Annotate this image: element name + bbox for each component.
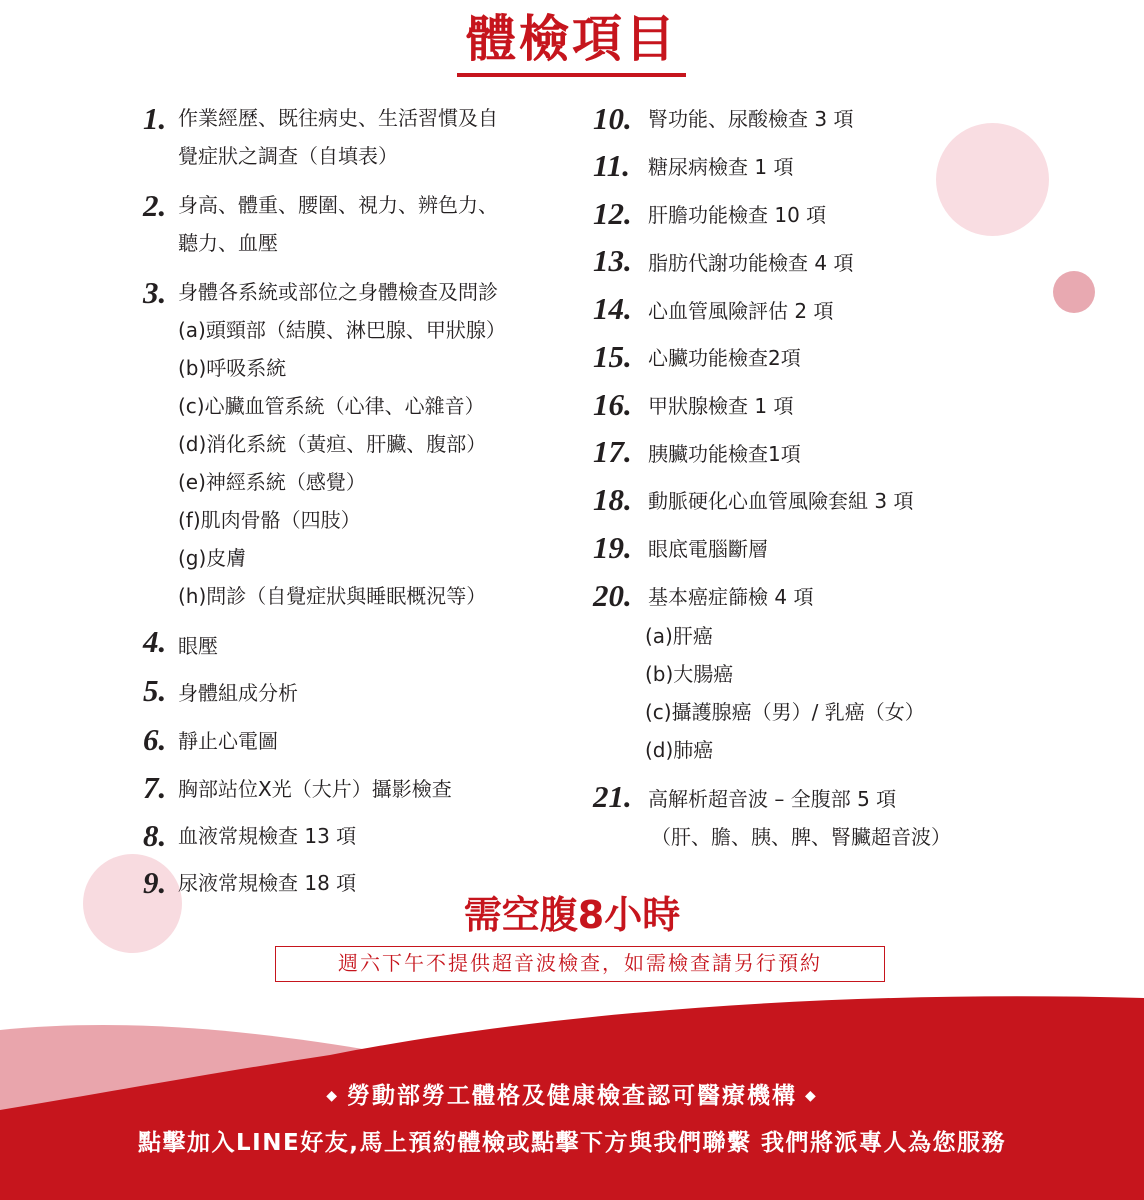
item-number: 18. — [593, 482, 632, 517]
item-number: 5. — [143, 673, 167, 708]
item-number: 19. — [593, 530, 632, 565]
diamond-icon: ◆ — [326, 1088, 339, 1104]
diamond-icon: ◆ — [805, 1088, 818, 1104]
sub-item-text: (b)呼吸系統 — [178, 356, 287, 380]
item-number: 1. — [143, 101, 167, 136]
item-text: 身體組成分析 — [178, 681, 298, 705]
fasting-notice: 需空腹8小時 — [463, 893, 681, 937]
item-text: 胰臟功能檢查1項 — [648, 442, 801, 466]
decorative-circle-small — [1053, 271, 1095, 313]
sub-item-text: （肝、膽、胰、脾、腎臟超音波） — [651, 825, 951, 849]
item-text: 覺症狀之調查（自填表） — [178, 144, 398, 168]
sub-item-text: (a)肝癌 — [645, 624, 713, 648]
item-text: 高解析超音波 – 全腹部 5 項 — [648, 787, 897, 811]
title-underline — [457, 73, 686, 77]
item-text: 尿液常規檢查 18 項 — [178, 871, 357, 895]
item-text: 身高、體重、腰圍、視力、辨色力、 — [178, 193, 498, 217]
item-text: 心臟功能檢查2項 — [648, 346, 801, 370]
item-number: 14. — [593, 291, 632, 326]
page-title: 體檢項目 — [466, 9, 678, 68]
item-number: 3. — [143, 275, 167, 310]
item-text: 動脈硬化心血管風險套組 3 項 — [648, 489, 914, 513]
item-text: 眼壓 — [178, 634, 218, 658]
line-contact-link[interactable]: 點擊加入LINE好友,馬上預約體檢或點擊下方與我們聯繫 我們將派專人為您服務 — [138, 1130, 1006, 1156]
sub-item-text: (c)攝護腺癌（男）/ 乳癌（女） — [645, 700, 925, 724]
item-number: 6. — [143, 722, 167, 757]
item-text: 血液常規檢查 13 項 — [178, 824, 357, 848]
saturday-ultrasound-notice: 週六下午不提供超音波檢查，如需檢查請另行預約 — [275, 946, 885, 982]
item-text: 腎功能、尿酸檢查 3 項 — [648, 107, 854, 131]
sub-item-text: (d)肺癌 — [645, 738, 714, 762]
sub-item-text: (b)大腸癌 — [645, 662, 734, 686]
decorative-circle-large — [936, 123, 1049, 236]
item-number: 11. — [593, 148, 631, 183]
item-number: 17. — [593, 434, 632, 469]
sub-item-text: (c)心臟血管系統（心律、心雜音） — [178, 394, 485, 418]
item-number: 20. — [593, 578, 632, 613]
certification-text: 勞動部勞工體格及健康檢查認可醫療機構 — [347, 1083, 797, 1109]
sub-item-text: (f)肌肉骨骼（四肢） — [178, 508, 361, 532]
item-text: 作業經歷、既往病史、生活習慣及自 — [178, 106, 498, 130]
sub-item-text: (h)問診（自覺症狀與睡眠概況等） — [178, 584, 487, 608]
item-number: 12. — [593, 196, 632, 231]
sub-item-text: (d)消化系統（黃疸、肝臟、腹部） — [178, 432, 487, 456]
item-text: 眼底電腦斷層 — [648, 537, 768, 561]
item-text: 脂肪代謝功能檢查 4 項 — [648, 251, 854, 275]
item-number: 9. — [143, 865, 167, 900]
item-text: 靜止心電圖 — [178, 729, 278, 753]
item-text: 甲狀腺檢查 1 項 — [648, 394, 794, 418]
item-number: 7. — [143, 770, 167, 805]
item-number: 2. — [143, 188, 167, 223]
sub-item-text: (e)神經系統（感覺） — [178, 470, 366, 494]
item-text: 肝膽功能檢查 10 項 — [648, 203, 827, 227]
item-number: 21. — [593, 779, 632, 814]
item-number: 8. — [143, 818, 167, 853]
item-text: 糖尿病檢查 1 項 — [648, 155, 794, 179]
certification-line — [0, 1080, 1144, 1112]
item-text: 心血管風險評估 2 項 — [648, 299, 834, 323]
item-number: 15. — [593, 339, 632, 374]
item-text: 聽力、血壓 — [178, 231, 278, 255]
item-text: 胸部站位X光（大片）攝影檢查 — [178, 777, 452, 801]
item-number: 13. — [593, 243, 632, 278]
sub-item-text: (g)皮膚 — [178, 546, 247, 570]
item-number: 10. — [593, 101, 632, 136]
item-text: 身體各系統或部位之身體檢查及問診 — [178, 280, 498, 304]
item-number: 4. — [143, 624, 167, 659]
item-text: 基本癌症篩檢 4 項 — [648, 585, 814, 609]
sub-item-text: (a)頭頸部（結膜、淋巴腺、甲狀腺） — [178, 318, 506, 342]
item-number: 16. — [593, 387, 632, 422]
